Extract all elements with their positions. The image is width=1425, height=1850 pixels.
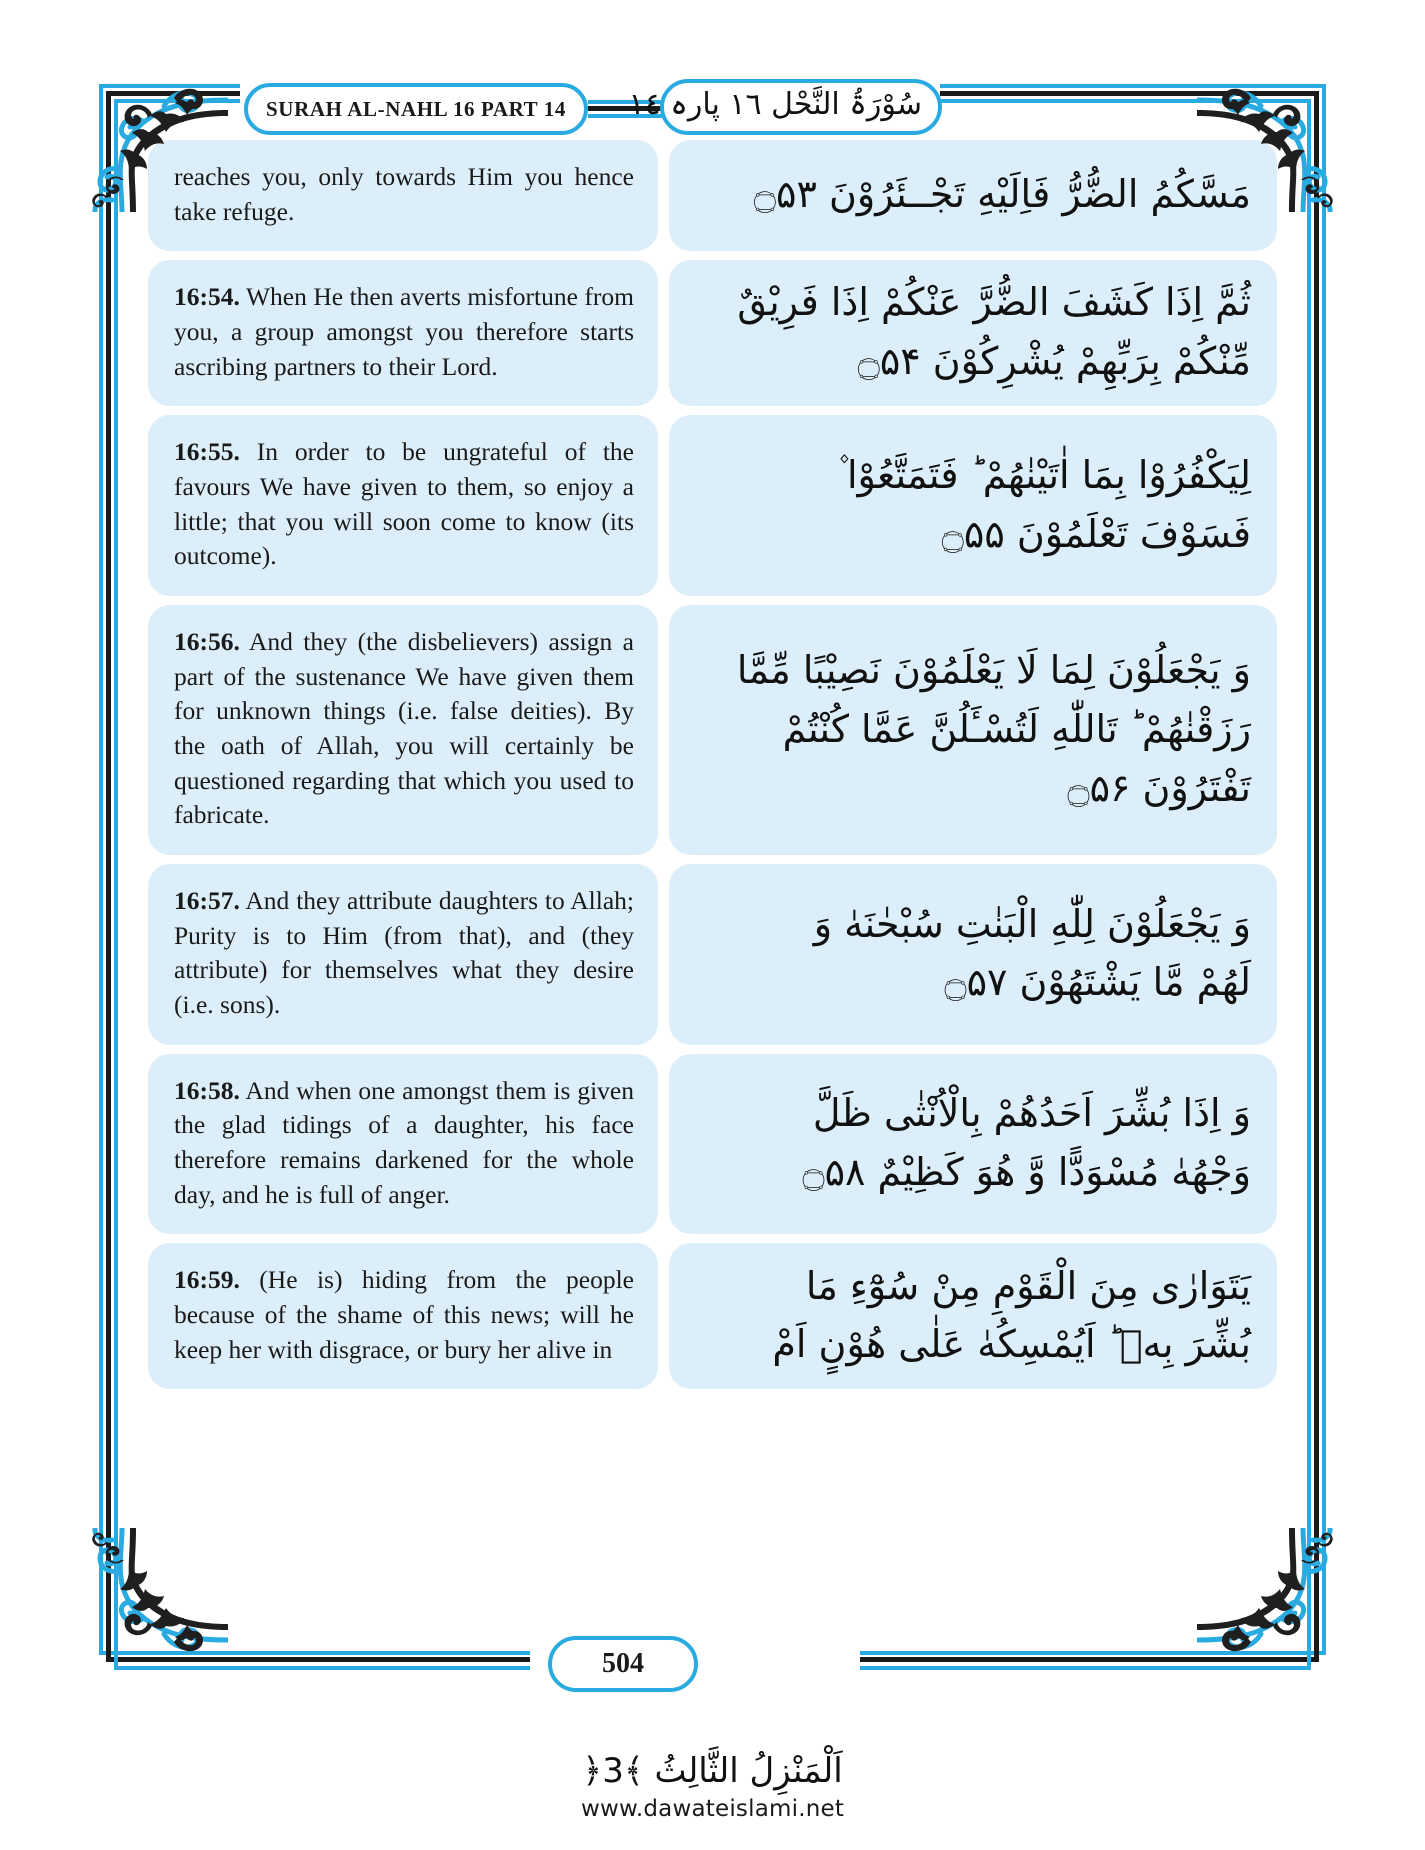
verse-translation-panel [148, 605, 658, 855]
page-number-text: 504 [602, 1648, 644, 1679]
verse-arabic-panel [669, 1054, 1277, 1235]
surah-title-arabic-capsule [628, 79, 942, 135]
verse-arabic-line: لِیَكْفُرُوْا بِمَا اٰتَیْنٰهُمْ ؕ فَتَمَتَّعُوْا ۫ [837, 452, 1251, 497]
page-footer [0, 1750, 1425, 1823]
verse-arabic-line: بُشِّرَ بِهٖ ؕ اَیُمْسِكُهٰ عَلٰى هُوْنٍ اَمْ [772, 1322, 1251, 1367]
manzil-label: اَلْمَنْزِلُ الثَّالِثُ ﴾3﴿ [582, 1750, 843, 1791]
verse-arabic-panel [669, 864, 1277, 1045]
verse-translation-body: And they (the disbelievers) assign a part of the sustenance We have given them for unknown things (i.e. false deities). By the oath of Allah, you will certainly be questioned regarding that which you used to fabricate. [174, 627, 634, 830]
surah-title-text: SURAH AL-NAHL 16 PART 14 [266, 96, 566, 121]
verse-row [148, 605, 1277, 855]
verse-arabic-line: لَهُمْ مَّا یَشْتَهُوْنَ ۝۵۷ [944, 960, 1251, 1005]
verse-row [148, 415, 1277, 596]
verse-translation-panel [148, 1054, 658, 1235]
verse-arabic-panel [669, 1243, 1277, 1389]
verse-arabic-line: وَ یَجْعَلُوْنَ لِلّٰهِ الْبَنٰتِ سُبْحٰنَهٰ وَ [813, 901, 1251, 946]
verse-arabic-panel [669, 260, 1277, 406]
verse-translation-body: In order to be ungrateful of the favours We have given to them, so enjoy a little; that you will soon come to know (its outcome). [174, 437, 634, 571]
corner-ornament-top-right-icon [1197, 62, 1347, 212]
verse-arabic-line: فَسَوْفَ تَعْلَمُوْنَ ۝۵۵ [941, 511, 1251, 556]
verse-number: 16:58. [174, 1075, 240, 1105]
verse-arabic-line: وَ اِذَا بُشِّرَ اَحَدُهُمْ بِالْاُنْثٰى ظَلَّ [812, 1091, 1251, 1136]
verse-translation-text [174, 160, 634, 229]
verse-translation-text [174, 625, 634, 833]
verse-translation-panel [148, 260, 658, 406]
verse-arabic-line: وَجْهُهٰ مُسْوَدًّا وَّ هُوَ كَظِیْمٌ ۝۵۸ [802, 1150, 1251, 1195]
website-url[interactable]: www.dawateislami.net [580, 1796, 845, 1822]
corner-ornament-top-left-icon [78, 62, 228, 212]
verse-translation-body: When He then averts misfortune from you, a group amongst you therefore starts ascribing partners to their Lord. [174, 282, 634, 381]
verse-number: 16:54. [174, 282, 240, 312]
verse-arabic-panel [669, 605, 1277, 855]
corner-ornament-bottom-left-icon [78, 1528, 228, 1678]
verse-arabic-panel [669, 140, 1277, 251]
verse-arabic-line: وَ یَجْعَلُوْنَ لِمَا لَا یَعْلَمُوْنَ نَصِیْبًا مِّمَّا [736, 647, 1251, 692]
verse-row [148, 1243, 1277, 1389]
verse-arabic-line: ثُمَّ اِذَا كَشَفَ الضُّرَّ عَنْكُمْ اِذَا فَرِیْقٌ [737, 280, 1251, 325]
verse-row [148, 1054, 1277, 1235]
verse-number: 16:55. [174, 437, 240, 467]
verse-translation-body: (He is) hiding from the people because of the shame of this news; will he keep her with disgrace, or bury her alive in [174, 1265, 634, 1364]
verse-translation-panel [148, 1243, 658, 1389]
verse-number: 16:57. [174, 886, 240, 916]
verse-translation-panel [148, 864, 658, 1045]
verse-translation-body: reaches you, only towards Him you hence take refuge. [174, 162, 634, 226]
surah-title-arabic-text: سُوْرَۃُ النَّحْل ١٦ پارہ ١٤ [628, 87, 922, 122]
verse-translation-body: And they attribute daughters to Allah; Purity is to Him (from that), and (they attribute) for themselves what they desire (i.e. sons). [174, 886, 634, 1020]
page-number-capsule [548, 1636, 698, 1692]
verse-row [148, 140, 1277, 251]
verse-translation-text [174, 1263, 634, 1367]
verse-arabic-line: مَسَّكُمُ الضُّرُّ فَاِلَیْهِ تَجْــئَرُوْنَ ۝۵۳ [753, 172, 1251, 217]
verse-arabic-line: یَتَوَارٰى مِنَ الْقَوْمِ مِنْ سُوْٓءِ مَا [805, 1263, 1251, 1308]
verse-list [148, 140, 1277, 1628]
verse-row [148, 864, 1277, 1045]
verse-translation-text [174, 280, 634, 384]
verse-arabic-line: مِّنْكُمْ بِرَبِّهِمْ یُشْرِكُوْنَ ۝۵۴ [857, 339, 1251, 384]
verse-number: 16:59. [174, 1265, 240, 1295]
verse-translation-text [174, 435, 634, 574]
verse-arabic-panel [669, 415, 1277, 596]
verse-arabic-line: تَفْتَرُوْنَ ۝۵۶ [1067, 765, 1251, 810]
verse-translation-panel [148, 415, 658, 596]
verse-number: 16:56. [174, 627, 240, 657]
corner-ornament-bottom-right-icon [1197, 1528, 1347, 1678]
verse-row [148, 260, 1277, 406]
verse-arabic-line: رَزَقْنٰهُمْ ؕ تَاللّٰهِ لَتُسْـَٔلُنَّ عَمَّا كُنْتُمْ [782, 706, 1251, 751]
verse-translation-text [174, 884, 634, 1023]
surah-title-capsule [244, 83, 588, 135]
verse-translation-body: And when one amongst them is given the glad tidings of a daughter, his face therefore remains darkened for the whole day, and he is full of anger. [174, 1075, 635, 1209]
verse-translation-text [174, 1074, 634, 1213]
